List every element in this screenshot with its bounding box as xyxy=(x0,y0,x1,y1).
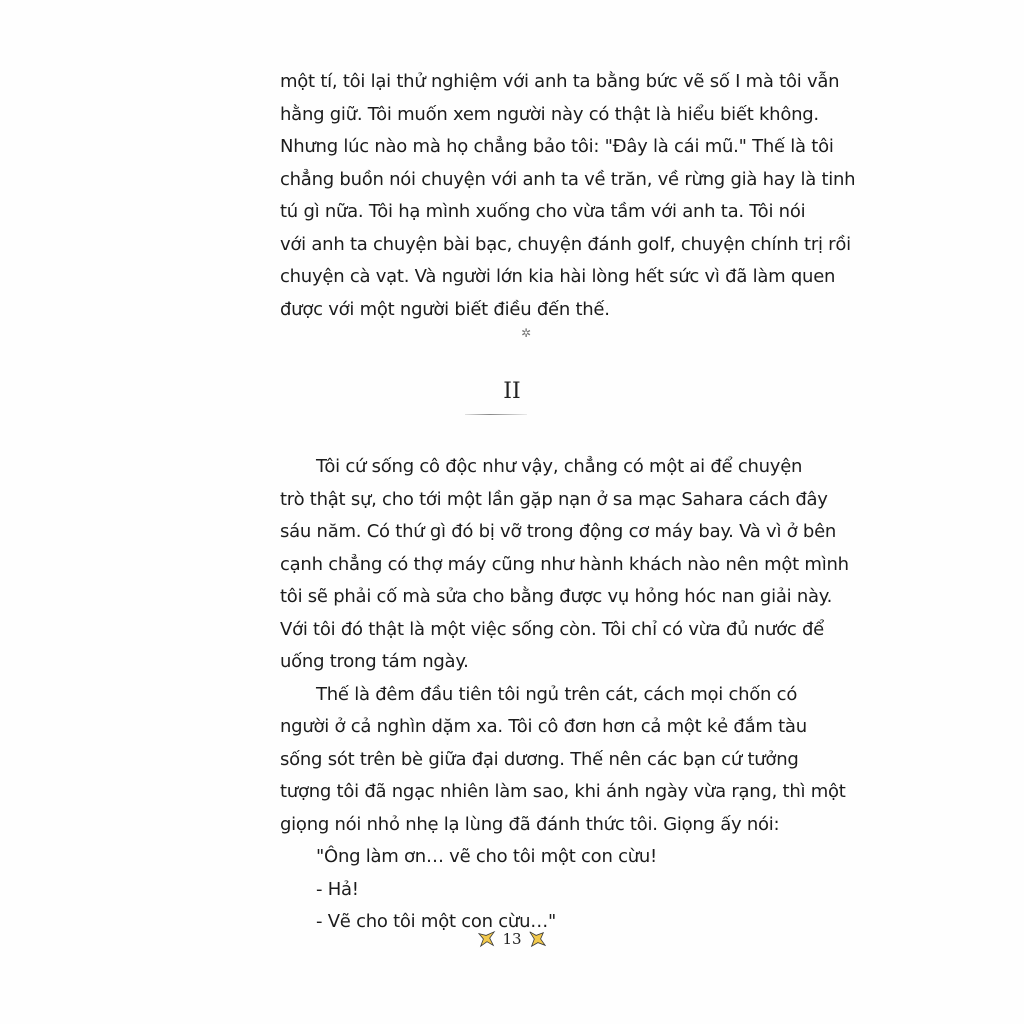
chapter-heading: II xyxy=(503,379,521,404)
text-line: giọng nói nhỏ nhẹ lạ lùng đã đánh thức tôi. Giọng ấy nói: xyxy=(280,813,780,835)
text-line: Thế là đêm đầu tiên tôi ngủ trên cát, cách mọi chốn có xyxy=(316,683,798,705)
text-line: một tí, tôi lại thử nghiệm với anh ta bằng bức vẽ số I mà tôi vẫn xyxy=(280,71,840,92)
previous-chapter-ending xyxy=(280,66,856,326)
text-line: uống trong tám ngày. xyxy=(280,651,469,672)
star-right-icon xyxy=(528,930,546,948)
text-line: Với tôi đó thật là một việc sống còn. Tôi chỉ có vừa đủ nước để xyxy=(280,618,825,640)
paragraph-2 xyxy=(280,679,846,842)
text-line: được với một người biết điều đến thế. xyxy=(280,298,610,320)
chapter-body xyxy=(280,451,849,939)
chapter-underline-divider xyxy=(465,414,527,415)
page-footer xyxy=(470,924,554,954)
dialogue-line: - Hả! xyxy=(316,878,359,900)
text-line: sống sót trên bè giữa đại dương. Thế nên các bạn cứ tưởng xyxy=(280,748,799,770)
text-line: trò thật sự, cho tới một lần gặp nạn ở sa mạc Sahara cách đây xyxy=(280,488,828,510)
text-line: với anh ta chuyện bài bạc, chuyện đánh golf, chuyện chính trị rồi xyxy=(280,233,851,255)
dialogue-line: - Vẽ cho tôi một con cừu…" xyxy=(316,911,557,932)
page-number: 13 xyxy=(502,930,522,948)
text-line: tôi sẽ phải cố mà sửa cho bằng được vụ hỏng hóc nan giải này. xyxy=(280,586,833,607)
text-line: chuyện cà vạt. Và người lớn kia hài lòng hết sức vì đã làm quen xyxy=(280,266,836,287)
text-line: hằng giữ. Tôi muốn xem người này có thật là hiểu biết không. xyxy=(280,103,819,125)
section-ornament-star-icon: ✲ xyxy=(521,326,532,340)
star-left-icon xyxy=(478,930,496,948)
text-line: người ở cả nghìn dặm xa. Tôi cô đơn hơn cả một kẻ đắm tàu xyxy=(280,716,807,737)
text-line: tú gì nữa. Tôi hạ mình xuống cho vừa tầm với anh ta. Tôi nói xyxy=(280,201,806,222)
paragraph-1 xyxy=(280,451,849,679)
text-line: cạnh chẳng có thợ máy cũng như hành khách nào nên một mình xyxy=(280,553,849,575)
text-line: sáu năm. Có thứ gì đó bị vỡ trong động cơ máy bay. Và vì ở bên xyxy=(280,521,837,542)
text-line: chẳng buồn nói chuyện với anh ta về trăn, về rừng già hay là tinh xyxy=(280,168,856,190)
text-line: Nhưng lúc nào mà họ chẳng bảo tôi: "Đây là cái mũ." Thế là tôi xyxy=(280,136,834,157)
text-line: Tôi cứ sống cô độc như vậy, chẳng có một ai để chuyện xyxy=(316,456,803,477)
dialogue-line: "Ông làm ơn… vẽ cho tôi một con cừu! xyxy=(316,846,658,867)
text-line: tượng tôi đã ngạc nhiên làm sao, khi ánh ngày vừa rạng, thì một xyxy=(280,781,846,802)
